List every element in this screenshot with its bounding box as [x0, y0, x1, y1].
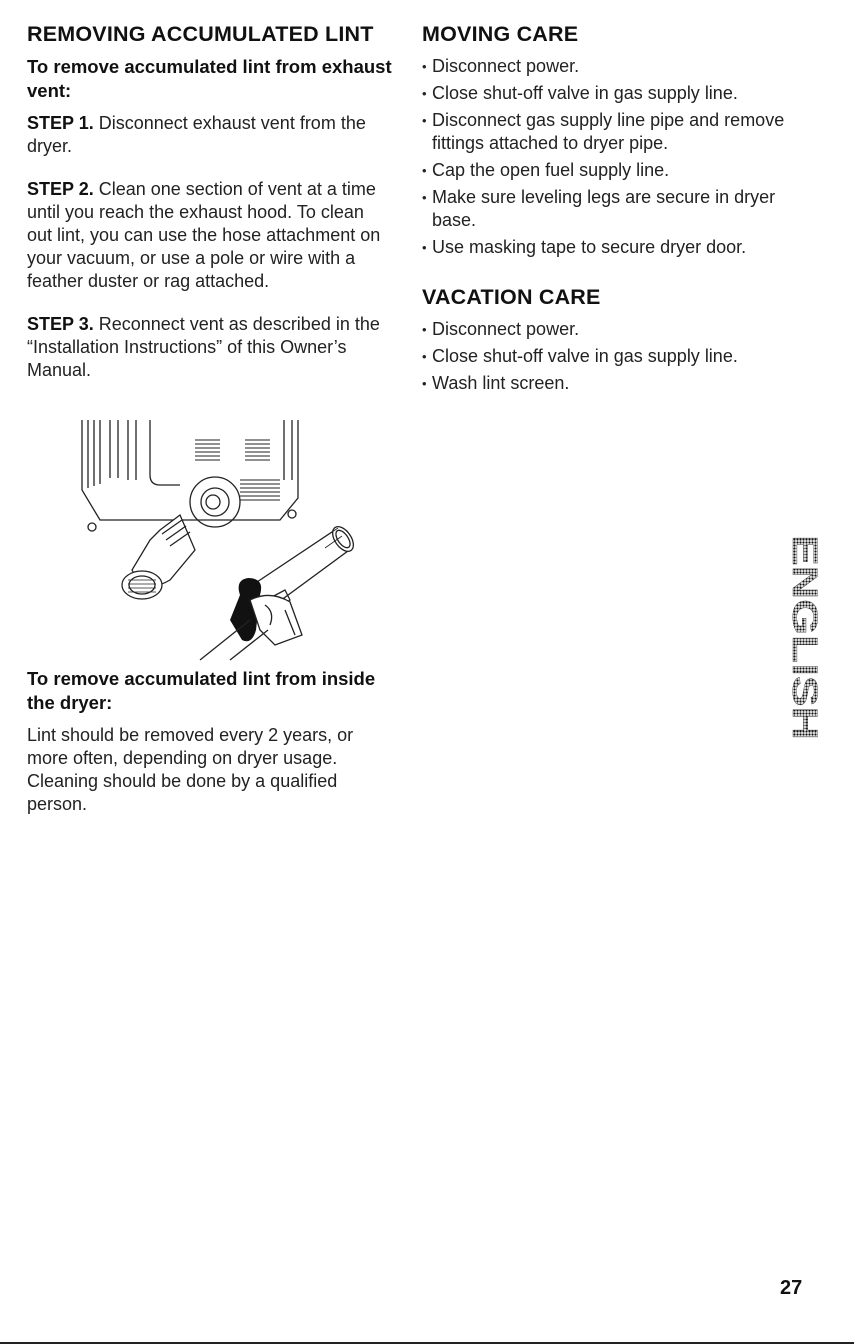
- language-side-tab: [762, 530, 824, 745]
- step-2-label: STEP 2.: [27, 179, 94, 199]
- list-item: • Disconnect gas supply line pipe and remove fittings attached to dryer pipe.: [422, 109, 822, 155]
- list-item: • Make sure leveling legs are secure in dryer base.: [422, 186, 822, 232]
- page-number: 27: [780, 1277, 803, 1299]
- moving-care-heading: MOVING CARE: [422, 22, 579, 46]
- side-tab-label: ENGLISH: [785, 535, 824, 691]
- list-item: • Cap the open fuel supply line.: [422, 159, 822, 182]
- vent-cleaning-illustration: [70, 420, 360, 660]
- list-item: • Close shut-off valve in gas supply line.: [422, 82, 822, 105]
- step-3-label: STEP 3.: [27, 314, 94, 334]
- list-item: • Wash lint screen.: [422, 372, 822, 395]
- list-item: • Disconnect power.: [422, 318, 822, 341]
- left-column: [27, 22, 392, 402]
- vacation-care-section: [422, 285, 822, 395]
- inside-dryer-subheading: To remove accumulated lint from inside the dryer:: [27, 668, 376, 713]
- list-item: • Close shut-off valve in gas supply line.: [422, 345, 822, 368]
- list-item: • Disconnect power.: [422, 55, 822, 78]
- list-item: • Use masking tape to secure dryer door.: [422, 236, 822, 259]
- step-3: [27, 313, 392, 382]
- vacation-care-list: [422, 318, 822, 395]
- step-3-text: Reconnect vent as described in the “Installation Instructions” of this Owner’s Manual.: [27, 314, 380, 380]
- step-1: [27, 112, 392, 158]
- moving-care-list: [422, 55, 822, 259]
- inside-dryer-section: [27, 667, 392, 836]
- vacation-care-heading: VACATION CARE: [422, 285, 601, 309]
- right-column: [422, 22, 822, 399]
- removing-lint-heading: REMOVING ACCUMULATED LINT: [27, 22, 374, 46]
- step-2: [27, 178, 392, 293]
- step-1-text: Disconnect exhaust vent from the dryer.: [27, 113, 366, 156]
- step-1-label: STEP 1.: [27, 113, 94, 133]
- exhaust-vent-subheading: To remove accumulated lint from exhaust vent:: [27, 56, 392, 101]
- step-2-text: Clean one section of vent at a time until you reach the exhaust hood. To clean out lint, you can use the hose attachment on your vacuum, or use a pole or wire with a feather duster or rag attached.: [27, 179, 381, 291]
- inside-dryer-text: Lint should be removed every 2 years, or more often, depending on dryer usage. Cleaning should be done by a qualified person.: [27, 725, 354, 814]
